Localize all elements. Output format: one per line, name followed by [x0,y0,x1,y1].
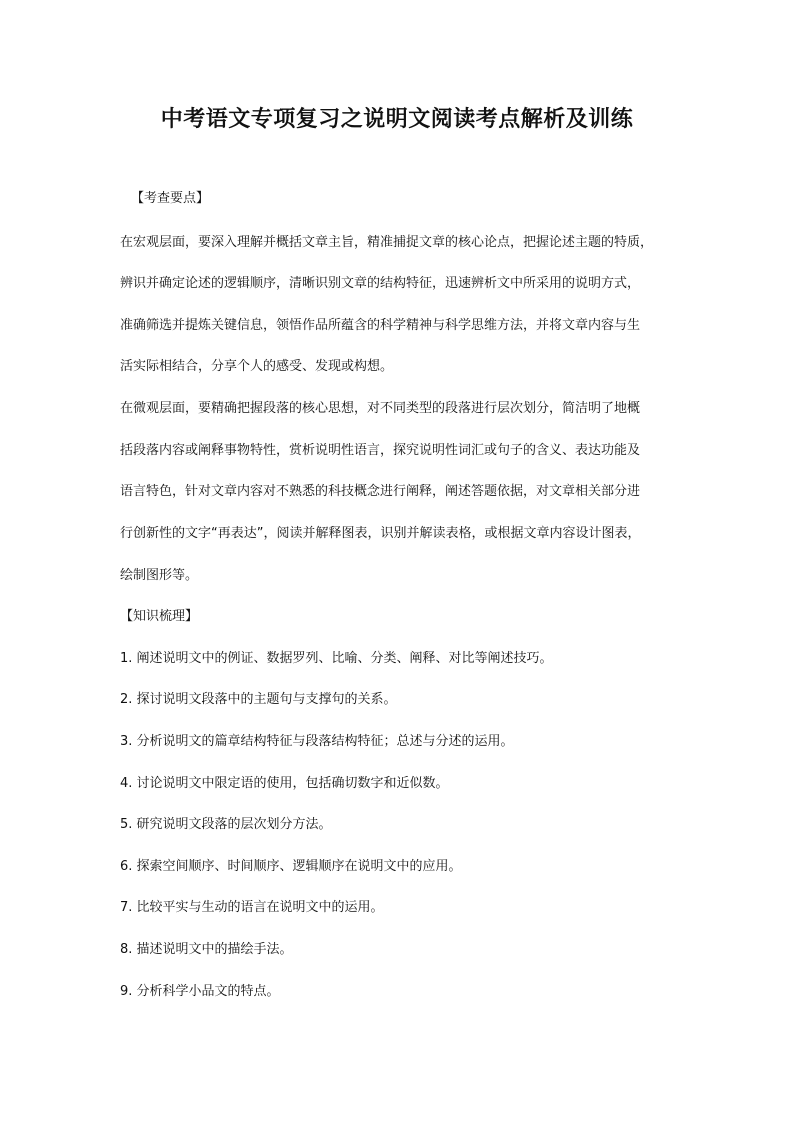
paragraph-line: 活实际相结合，分享个人的感受、发现或构想。 [120,359,394,374]
paragraph-line: 括段落内容或阐释事物特性，赏析说明性语言，探究说明性词汇或句子的含义、表达功能及 [120,443,641,458]
paragraph-line: 绘制图形等。 [120,568,199,583]
list-item: 8. 描述说明文中的描绘手法。 [120,942,293,957]
list-item: 4. 讨论说明文中限定语的使用，包括确切数字和近似数。 [120,776,449,791]
list-item: 6. 探索空间顺序、时间顺序、逻辑顺序在说明文中的应用。 [120,859,462,874]
paragraph-line: 在微观层面，要精确把握段落的核心思想，对不同类型的段落进行层次划分，简洁明了地概 [120,401,641,416]
list-item: 5. 研究说明文段落的层次划分方法。 [120,817,332,832]
section-heading-knowledge: 【知识梳理】 [120,609,199,624]
paragraph-line: 准确筛选并提炼关键信息，领悟作品所蕴含的科学精神与科学思维方法，并将文章内容与生 [120,318,641,333]
list-item: 3. 分析说明文的篇章结构特征与段落结构特征；总述与分述的运用。 [120,734,514,749]
section-heading-key-points: 【考查要点】 [131,191,210,206]
list-item: 7. 比较平实与生动的语言在说明文中的运用。 [120,900,384,915]
paragraph-line: 辨识并确定论述的逻辑顺序，清晰识别文章的结构特征，迅速辨析文中所采用的说明方式， [120,276,641,291]
paragraph-line: 行创新性的文字“再表达”，阅读并解释图表，识别并解读表格，或根据文章内容设计图表， [120,526,641,541]
paragraph-line: 在宏观层面，要深入理解并概括文章主旨，精准捕捉文章的核心论点，把握论述主题的特质， [120,235,654,250]
list-item: 2. 探讨说明文段落中的主题句与支撑句的关系。 [120,692,397,707]
document-title: 中考语文专项复习之说明文阅读考点解析及训练 [160,106,634,132]
list-item: 1. 阐述说明文中的例证、数据罗列、比喻、分类、阐释、对比等阐述技巧。 [120,651,553,666]
paragraph-line: 语言特色，针对文章内容对不熟悉的科技概念进行阐释，阐述答题依据，对文章相关部分进 [120,484,641,499]
list-item: 9. 分析科学小品文的特点。 [120,984,280,999]
